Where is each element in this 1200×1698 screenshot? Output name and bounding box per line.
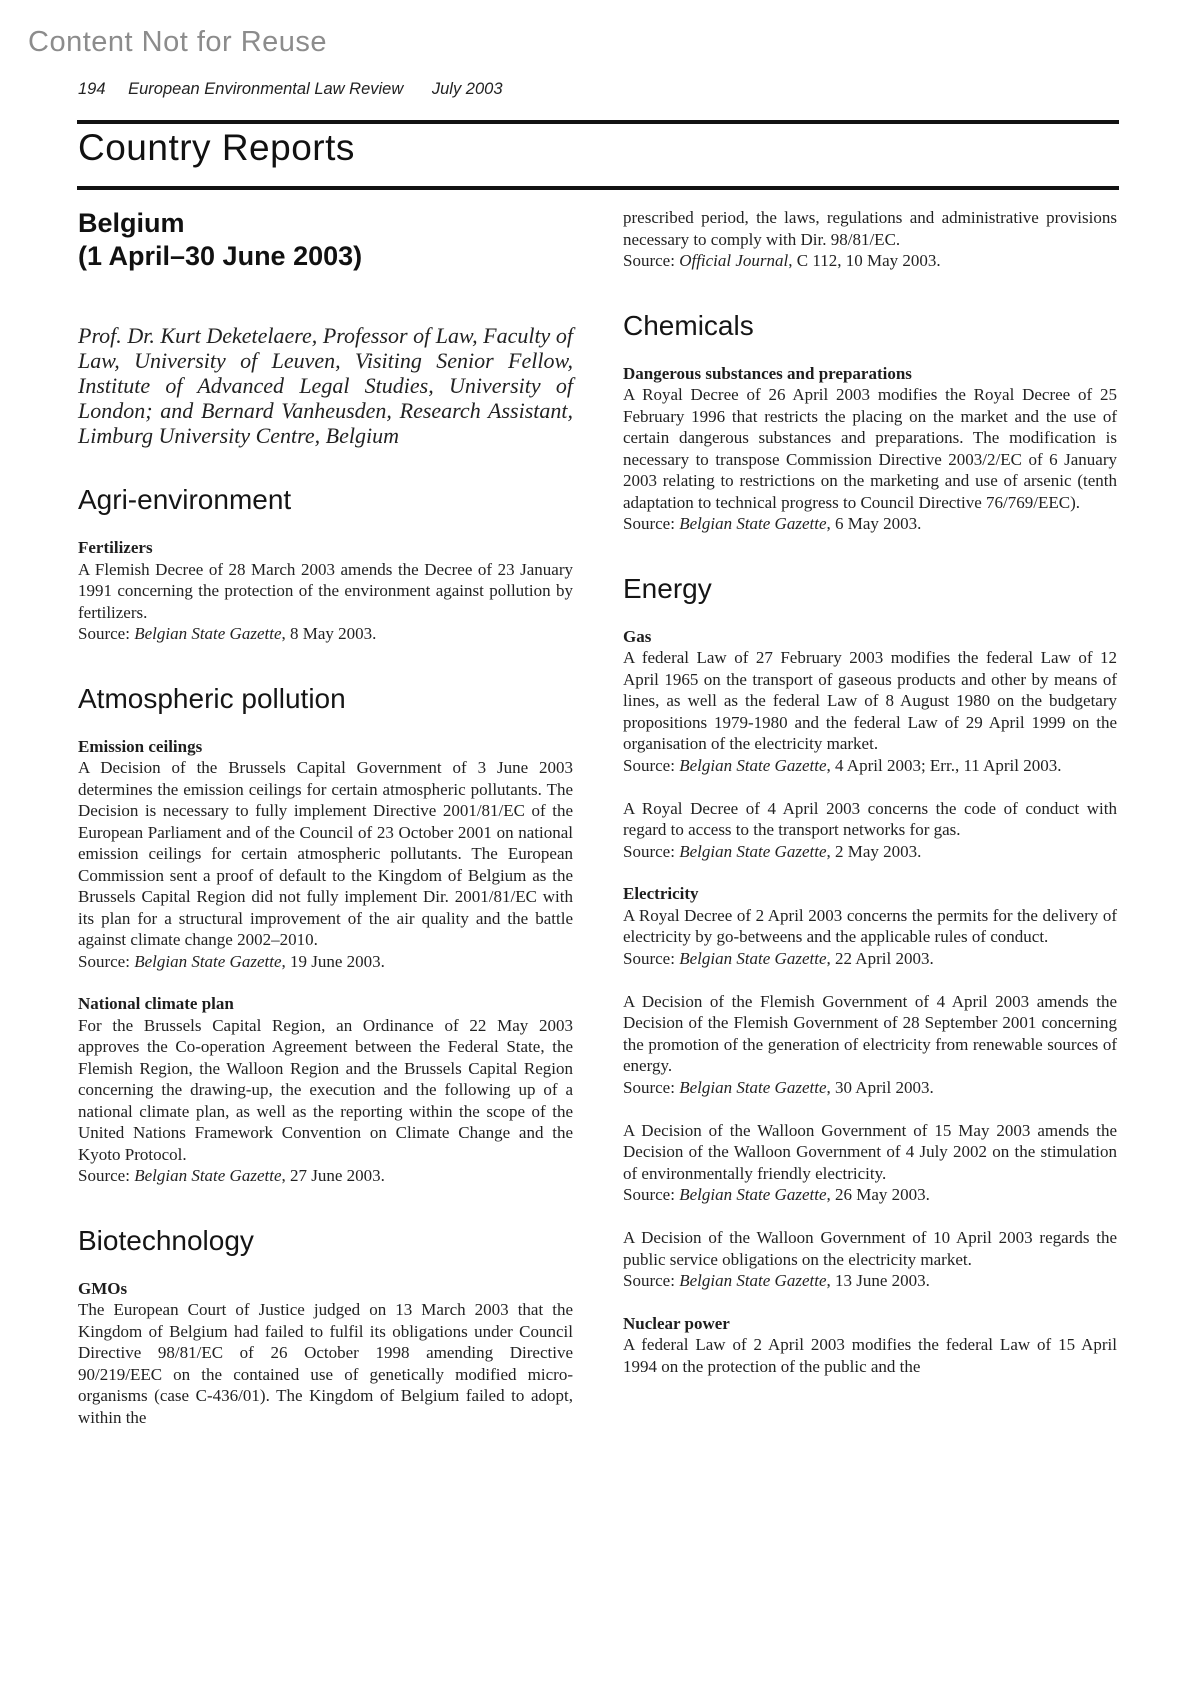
section-heading: Atmospheric pollution xyxy=(78,682,346,714)
report-period: (1 April–30 June 2003) xyxy=(78,240,363,271)
report-title xyxy=(78,207,573,273)
byline: Prof. Dr. Kurt Deketelaere, Professor of Law, Faculty of Law, University of Leuven, Visiting Senior Fellow, Institute of Advanced Legal Studies, University of London; and Bernard Vanheusden, Research Assistant, Limburg University Centre, Belgium xyxy=(78,322,573,448)
source-date: , 4 April 2003; Err., 11 April 2003. xyxy=(826,755,1062,775)
source-date: , 27 June 2003. xyxy=(281,1166,385,1186)
source-label: Source: xyxy=(623,948,680,968)
top-rule xyxy=(77,120,1119,124)
source-publication: Belgian State Gazette xyxy=(679,1271,827,1291)
masthead xyxy=(78,80,503,99)
source-label: Source: xyxy=(623,514,680,534)
body-paragraph: A Decision of the Flemish Government of 4 April 2003 amends the Decision of the Flemish Government of 28 September 2001 concerning the promotion of the generation of electricity from renewable sources of energy. xyxy=(623,991,1117,1076)
subsection-heading: Gas xyxy=(623,626,652,646)
source-line xyxy=(78,623,573,645)
source-date: , C 112, 10 May 2003. xyxy=(788,251,941,270)
body-paragraph: A Royal Decree of 4 April 2003 concerns the code of conduct with regard to access to the transport networks for gas. xyxy=(623,798,1117,840)
report-country: Belgium xyxy=(78,208,185,238)
left-column-blocks xyxy=(78,484,573,1429)
source-date: , 13 June 2003. xyxy=(826,1271,930,1291)
right-column-blocks xyxy=(623,207,1117,1377)
body-paragraph: A federal Law of 27 February 2003 modifies the federal Law of 12 April 1965 on the transport of gaseous products and other by means of lines, as well as the federal Law of 8 August 1980 on the budgetary propositions 1979-1980 and the federal Law of 29 April 1999 on the organisation of the electricity market. xyxy=(623,648,1117,754)
body-paragraph: A Decision of the Brussels Capital Government of 3 June 2003 determines the emission ceilings for certain atmospheric pollutants. The Decision is necessary to fully implement Directive 2001/81/EC of the European Parliament and of the Council of 23 October 2001 on national emission ceilings for certain atmospheric pollutants. The European Commission sent a proof of default to the Kingdom of Belgium as the Brussels Capital Region did not fully implement Dir. 2001/81/EC with its plan for a structural improvement of the air quality and the battle against climate change 2002–2010. xyxy=(78,758,573,950)
source-label: Source: xyxy=(623,251,680,270)
source-label: Source: xyxy=(623,755,680,775)
source-line xyxy=(623,1077,1117,1099)
section-heading: Biotechnology xyxy=(78,1224,254,1256)
body-paragraph: The European Court of Justice judged on 13 March 2003 that the Kingdom of Belgium had failed to fulfil its obligations under Council Directive 98/81/EC of 26 October 1998 amending Directive 90/219/EEC on the contained use of genetically modified micro-organisms (case C-436/01). The Kingdom of Belgium failed to adopt, within the xyxy=(78,1300,573,1427)
source-line xyxy=(623,948,1117,970)
source-publication: Belgian State Gazette xyxy=(134,1166,282,1186)
source-date: , 30 April 2003. xyxy=(826,1077,934,1097)
body-paragraph: A federal Law of 2 April 2003 modifies the federal Law of 15 April 1994 on the protection of the public and the xyxy=(623,1335,1117,1376)
source-line xyxy=(623,1270,1117,1292)
source-line xyxy=(623,755,1117,777)
source-line xyxy=(623,1184,1117,1206)
subsection-heading: Emission ceilings xyxy=(78,736,203,756)
journal-title: European Environmental Law Review xyxy=(128,80,404,98)
source-date: , 2 May 2003. xyxy=(826,841,922,861)
subsection-heading: Dangerous substances and preparations xyxy=(623,363,912,383)
page-title: Country Reports xyxy=(78,127,355,168)
source-publication: Belgian State Gazette xyxy=(679,841,827,861)
source-label: Source: xyxy=(623,841,680,861)
body-paragraph: A Royal Decree of 2 April 2003 concerns the permits for the delivery of electricity by go-betweens and the applicable rules of conduct. xyxy=(623,905,1117,947)
subsection-heading: GMOs xyxy=(78,1278,128,1298)
source-label: Source: xyxy=(78,624,135,644)
title-rule xyxy=(77,186,1119,190)
right-column xyxy=(623,207,1117,1428)
watermark-text: Content Not for Reuse xyxy=(28,26,328,58)
left-column xyxy=(78,207,573,1428)
source-publication: Official Journal xyxy=(679,251,789,270)
source-publication: Belgian State Gazette xyxy=(679,1185,827,1205)
source-publication: Belgian State Gazette xyxy=(134,951,282,971)
source-date: , 22 April 2003. xyxy=(826,948,934,968)
subsection-heading: Electricity xyxy=(623,884,699,904)
source-date: , 26 May 2003. xyxy=(826,1185,930,1205)
body-paragraph: A Royal Decree of 26 April 2003 modifies the Royal Decree of 25 February 1996 that restricts the placing on the market and the use of certain dangerous substances and preparations. The modification is necessary to transpose Commission Directive 2003/2/EC of 6 January 2003 relating to restrictions on the marketing and use of arsenic (tenth adaptation to technical progress to Council Directive 76/769/EEC). xyxy=(623,385,1117,512)
source-label: Source: xyxy=(78,951,135,971)
source-line xyxy=(623,513,1117,535)
issue-date: July 2003 xyxy=(431,80,503,98)
source-label: Source: xyxy=(78,1166,135,1186)
source-label: Source: xyxy=(623,1077,680,1097)
source-publication: Belgian State Gazette xyxy=(679,755,827,775)
source-publication: Belgian State Gazette xyxy=(134,624,282,644)
source-publication: Belgian State Gazette xyxy=(679,514,827,534)
subsection-heading: Nuclear power xyxy=(623,1313,730,1333)
source-date: , 6 May 2003. xyxy=(826,514,922,534)
section-heading: Energy xyxy=(623,572,712,604)
source-line xyxy=(623,841,1117,863)
subsection-heading: National climate plan xyxy=(78,994,234,1014)
source-line xyxy=(78,951,573,973)
body-paragraph: prescribed period, the laws, regulations and administrative provisions necessary to comply with Dir. 98/81/EC. xyxy=(623,208,1117,249)
source-label: Source: xyxy=(623,1185,680,1205)
two-column-layout xyxy=(78,207,1118,1428)
section-heading: Agri-environment xyxy=(78,483,292,515)
body-paragraph: A Decision of the Walloon Government of 10 April 2003 regards the public service obligations on the electricity market. xyxy=(623,1228,1117,1269)
source-publication: Belgian State Gazette xyxy=(679,1077,827,1097)
source-date: , 8 May 2003. xyxy=(281,624,377,644)
source-label: Source: xyxy=(623,1271,680,1291)
body-paragraph: For the Brussels Capital Region, an Ordinance of 22 May 2003 approves the Co-operation Agreement between the Federal State, the Flemish Region, the Walloon Region and the Brussels Capital Region concerning the drawing-up, the execution and the following up of a national climate plan, as well as the reporting within the scope of the United Nations Framework Convention on Climate Change and the Kyoto Protocol. xyxy=(78,1015,573,1164)
section-heading: Chemicals xyxy=(623,309,754,341)
body-paragraph: A Decision of the Walloon Government of 15 May 2003 amends the Decision of the Walloon Government of 4 July 2002 on the stimulation of environmentally friendly electricity. xyxy=(623,1120,1117,1183)
source-line xyxy=(623,250,1117,272)
page-number: 194 xyxy=(78,80,106,98)
body-paragraph: A Flemish Decree of 28 March 2003 amends the Decree of 23 January 1991 concerning the protection of the environment against pollution by fertilizers. xyxy=(78,559,573,622)
source-date: , 19 June 2003. xyxy=(281,951,385,971)
subsection-heading: Fertilizers xyxy=(78,538,153,558)
source-publication: Belgian State Gazette xyxy=(679,948,827,968)
source-line xyxy=(78,1165,573,1187)
